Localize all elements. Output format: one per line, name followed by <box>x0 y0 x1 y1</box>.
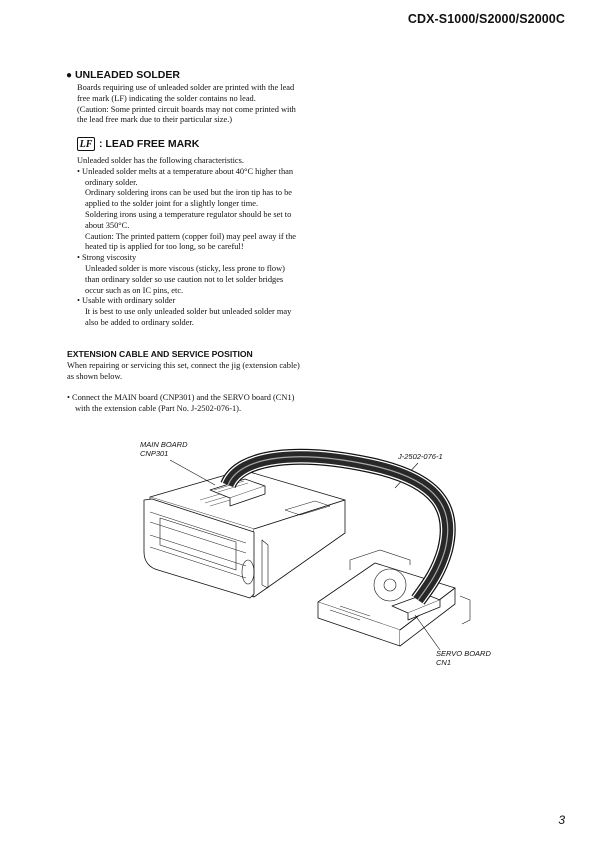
section-heading-unleaded <box>66 69 180 81</box>
servo-board-label: SERVO BOARD CN1 <box>436 649 491 667</box>
lead-free-heading <box>77 137 199 151</box>
extension-text: When repairing or servicing this set, connect the jig (extension cable) as shown below. <box>67 361 300 381</box>
bullet-icon: ● <box>66 70 73 81</box>
extension-cable-illustration <box>130 430 490 660</box>
lead-free-text: Unleaded solder has the following characteristics. • Unleaded solder melts at a temperature about 40°C higher than ordinary solder. Ordinary soldering irons can be used but the iron tip has to be applied to the solder joint for a slightly longer time. Soldering irons using a temperature regulator should be set to about 350°C. Caution: The printed pattern (copper foil) may peel away if the heated tip is applied for too long, so be careful! • Strong viscosity Unleaded solder is more viscous (sticky, less prone to flow) than ordinary solder so use caution not to let solder bridges occur such as on IC pins, etc. • Usable with ordinary solder It is best to use only unleaded solder but unleaded solder may also be added to ordinary solder. <box>77 156 297 327</box>
lead-free-title: : LEAD FREE MARK <box>99 138 200 150</box>
extension-heading: EXTENSION CABLE AND SERVICE POSITION <box>67 349 253 359</box>
model-number: CDX-S1000/S2000/S2000C <box>407 12 565 26</box>
extension-bullet: • Connect the MAIN board (CNP301) and the SERVO board (CN1) with the extension cable (Part No. J-2502-076-1). <box>67 393 295 413</box>
main-board-label: MAIN BOARD CNP301 <box>140 440 188 458</box>
lead-free-mark-icon: LF <box>77 137 95 151</box>
unleaded-text: Boards requiring use of unleaded solder are printed with the lead free mark (LF) indicating the solder contains no lead. (Caution: Some printed circuit boards may not come printed with the lead free mark due to their particular size.) <box>77 83 296 125</box>
cable-part-label: J-2502-076-1 <box>398 452 443 461</box>
page-number: 3 <box>558 813 565 827</box>
unleaded-title: UNLEADED SOLDER <box>74 69 180 81</box>
